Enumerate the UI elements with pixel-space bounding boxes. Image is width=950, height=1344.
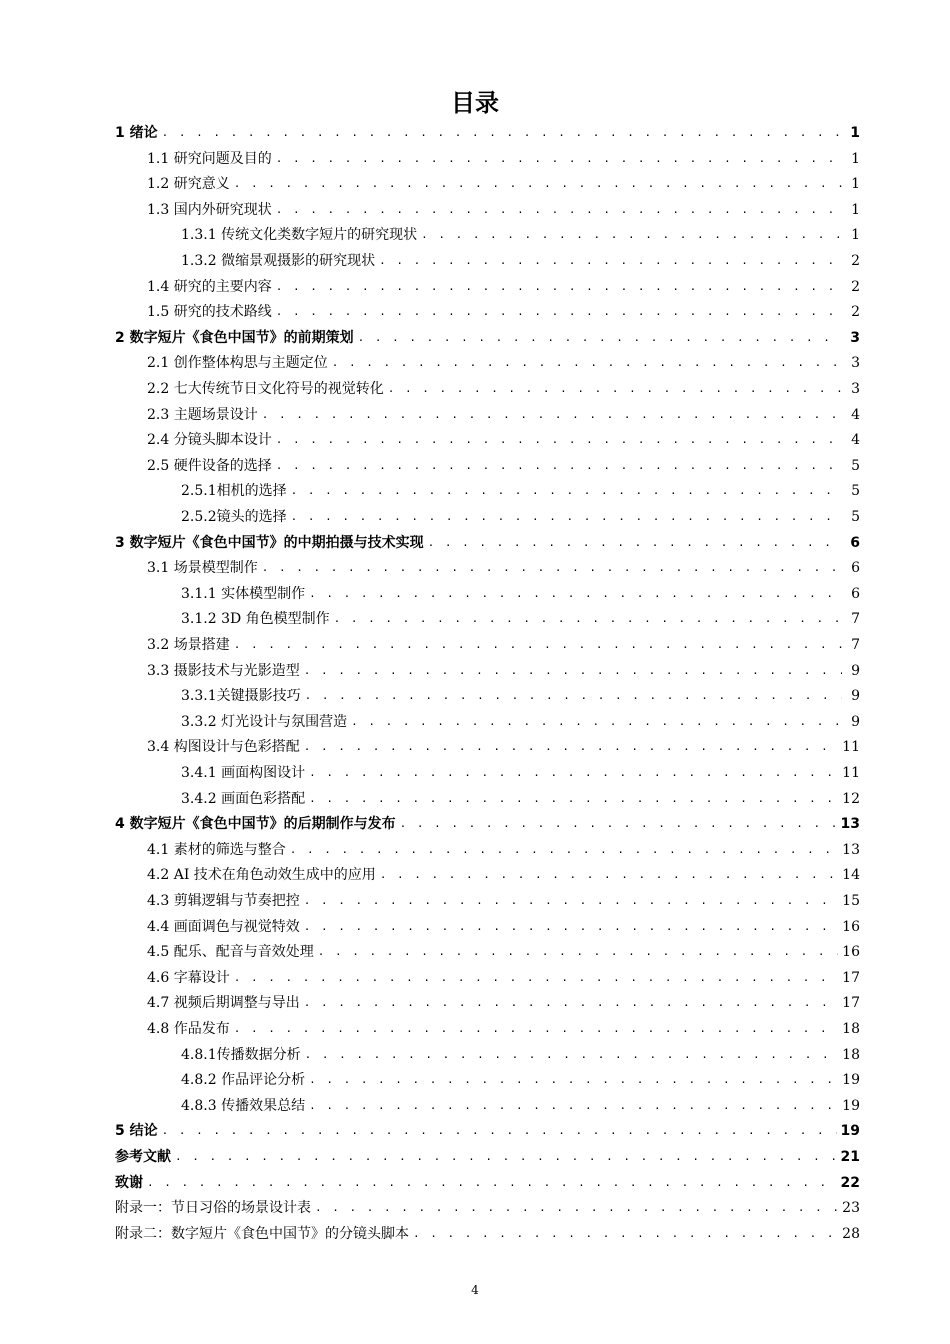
toc-entry-page: 6 — [850, 534, 860, 551]
toc-leader-dots — [309, 763, 838, 783]
toc-entry[interactable] — [181, 603, 860, 629]
toc-entry-page: 5 — [851, 483, 860, 500]
toc-entry-title: 4.1 素材的筛选与整合 — [147, 841, 286, 858]
toc-entry-title: 4.7 视频后期调整与导出 — [147, 995, 300, 1012]
toc-entry-page: 5 — [851, 509, 860, 525]
toc-entry[interactable] — [181, 680, 860, 706]
toc-leader-dots — [332, 353, 842, 373]
toc-entry-title: 4.5 配乐、配音与音效处理 — [147, 944, 314, 961]
toc-entry-title: 3.3.1关键摄影技巧 — [181, 688, 301, 705]
toc-entry-title: 1.1 研究问题及目的 — [147, 150, 272, 167]
toc-leader-dots — [276, 430, 842, 450]
toc-entry-page: 28 — [842, 1225, 860, 1242]
toc-entry[interactable] — [115, 1218, 860, 1244]
toc-entry-page: 6 — [851, 560, 860, 577]
toc-entry[interactable] — [147, 450, 860, 476]
toc-leader-dots — [379, 251, 842, 271]
page-title: 目录 — [451, 89, 499, 117]
toc-entry-page: 18 — [842, 1021, 860, 1037]
toc-entry-page: 12 — [842, 790, 860, 807]
toc-leader-dots — [234, 968, 838, 988]
toc-entry-page: 17 — [842, 995, 860, 1012]
toc-entry-title: 附录二：数字短片《食色中国节》的分镜头脚本 — [115, 1225, 409, 1242]
toc-leader-dots — [305, 686, 842, 706]
toc-leader-dots — [162, 1121, 837, 1141]
toc-leader-dots — [290, 840, 838, 860]
toc-entry[interactable] — [147, 194, 860, 220]
toc-leader-dots — [234, 174, 842, 194]
toc-leader-dots — [304, 993, 838, 1013]
toc-entry-title: 5 结论 — [115, 1123, 158, 1140]
toc-leader-dots — [276, 456, 842, 476]
toc-entry-title: 3.4.1 画面构图设计 — [181, 765, 306, 781]
toc-leader-dots — [262, 405, 842, 425]
toc-leader-dots — [351, 712, 842, 732]
toc-entry-title: 3.4.2 画面色彩搭配 — [181, 790, 306, 807]
toc-entry-title: 1.5 研究的技术路线 — [147, 304, 272, 321]
toc-entry-page: 17 — [842, 969, 860, 986]
toc-entry-page: 11 — [842, 739, 860, 756]
toc-leader-dots — [276, 200, 842, 220]
toc-entry-title: 2.5.2镜头的选择 — [181, 509, 287, 525]
toc-leader-dots — [309, 789, 838, 809]
toc-entry-title: 4.8 作品发布 — [147, 1021, 230, 1037]
toc-entry-page: 2 — [851, 253, 860, 269]
toc-leader-dots — [175, 1147, 837, 1167]
toc-entry-title: 2.1 创作整体构思与主题定位 — [147, 355, 328, 372]
toc-entry[interactable] — [181, 578, 860, 604]
toc-entry-title: 4.8.1传播数据分析 — [181, 1046, 301, 1063]
toc-entry-page: 7 — [851, 637, 860, 653]
toc-entry[interactable] — [181, 1064, 860, 1090]
toc-leader-dots — [358, 328, 842, 348]
toc-entry[interactable] — [115, 1167, 860, 1193]
toc-entry[interactable] — [147, 143, 860, 169]
toc-leader-dots — [291, 481, 842, 501]
toc-entry-page: 3 — [851, 355, 860, 372]
toc-leader-dots — [304, 661, 842, 681]
toc-entry-page: 19 — [842, 1097, 860, 1114]
toc-entry-title: 2.2 七大传统节日文化符号的视觉转化 — [147, 381, 384, 397]
toc-entry-title: 4.8.2 作品评论分析 — [181, 1072, 306, 1089]
toc-leader-dots — [309, 1096, 838, 1116]
toc-entry-page: 6 — [851, 585, 860, 602]
toc-entry[interactable] — [147, 936, 860, 962]
toc-leader-dots — [305, 1045, 839, 1065]
toc-entry-title: 4.4 画面调色与视觉特效 — [147, 918, 300, 935]
toc-entry[interactable] — [181, 501, 860, 527]
toc-entry-page: 19 — [842, 1072, 860, 1089]
toc-entry-page: 23 — [842, 1200, 860, 1217]
toc-leader-dots — [428, 533, 842, 553]
toc-entry[interactable] — [181, 245, 860, 271]
toc-entry-title: 附录一：节日习俗的场景设计表 — [115, 1200, 311, 1217]
toc-entry[interactable] — [147, 168, 860, 194]
toc-entry[interactable] — [147, 987, 860, 1013]
toc-entry-page: 1 — [851, 150, 860, 167]
toc-entry[interactable] — [147, 859, 860, 885]
toc-entry-page: 3 — [851, 381, 860, 397]
toc-entry[interactable] — [147, 629, 860, 655]
toc-entry-title: 2.4 分镜头脚本设计 — [147, 432, 272, 449]
toc-entry-title: 3.3.2 灯光设计与氛围营造 — [181, 713, 348, 730]
toc-entry-title: 3.2 场景搭建 — [147, 637, 230, 653]
toc-entry[interactable] — [115, 1192, 860, 1218]
toc-entry[interactable] — [147, 271, 860, 297]
toc-leader-dots — [309, 1070, 838, 1090]
toc-leader-dots — [234, 1019, 838, 1039]
toc-entry[interactable] — [115, 117, 860, 143]
toc-entry[interactable] — [181, 757, 860, 783]
toc-entry[interactable] — [147, 911, 860, 937]
toc-entry[interactable] — [147, 1013, 860, 1039]
toc-entry[interactable] — [147, 962, 860, 988]
toc-entry-title: 4 数字短片《食色中国节》的后期制作与发布 — [115, 816, 396, 833]
toc-leader-dots — [334, 609, 842, 629]
toc-entry-title: 3.3 摄影技术与光影造型 — [147, 662, 300, 679]
toc-entry-page: 22 — [840, 1174, 860, 1191]
toc-leader-dots — [234, 635, 842, 655]
toc-entry-page: 15 — [842, 893, 860, 909]
toc-entry-page: 9 — [851, 713, 860, 730]
toc-entry-title: 1.3.2 微缩景观摄影的研究现状 — [181, 253, 376, 269]
toc-entry[interactable] — [181, 706, 860, 732]
toc-entry-page: 18 — [842, 1046, 860, 1063]
toc-entry[interactable] — [147, 731, 860, 757]
toc-entry-page: 11 — [842, 765, 860, 781]
toc-entry-title: 2 数字短片《食色中国节》的前期策划 — [115, 329, 354, 346]
toc-entry-title: 4.3 剪辑逻辑与节奏把控 — [147, 893, 300, 909]
toc-entry-page: 14 — [842, 867, 860, 884]
toc-entry-page: 2 — [851, 304, 860, 321]
toc-leader-dots — [276, 277, 842, 297]
toc-leader-dots — [315, 1198, 838, 1218]
toc-entry-title: 3.1.2 3D 角色模型制作 — [181, 611, 330, 628]
toc-entry[interactable] — [115, 1141, 860, 1167]
toc-entry[interactable] — [147, 885, 860, 911]
toc-entry-title: 1.3.1 传统文化类数字短片的研究现状 — [181, 227, 418, 244]
toc-entry[interactable] — [147, 424, 860, 450]
toc-entry[interactable] — [147, 834, 860, 860]
toc-entry-page: 4 — [851, 432, 860, 449]
toc-leader-dots — [318, 942, 838, 962]
page-number: 4 — [471, 1283, 479, 1297]
toc-leader-dots — [291, 507, 842, 527]
toc-entry[interactable] — [147, 655, 860, 681]
toc-entry-title: 1.2 研究意义 — [147, 176, 230, 193]
toc-entry-title: 致谢 — [115, 1174, 143, 1191]
toc-entry-page: 9 — [851, 688, 860, 705]
toc-leader-dots — [304, 917, 838, 937]
toc-leader-dots — [304, 737, 838, 757]
toc-entry-page: 5 — [851, 457, 860, 474]
toc-entry-page: 9 — [851, 662, 860, 679]
toc-entry[interactable] — [115, 808, 860, 834]
toc-entry-title: 1 绪论 — [115, 125, 158, 141]
toc-entry-page: 1 — [851, 201, 860, 218]
toc-leader-dots — [400, 814, 837, 834]
toc-entry[interactable] — [181, 783, 860, 809]
toc-entry[interactable] — [181, 1090, 860, 1116]
toc-entry-page: 13 — [840, 816, 860, 833]
toc-entry-title: 3.1 场景模型制作 — [147, 560, 258, 577]
toc-entry[interactable] — [147, 552, 860, 578]
toc-leader-dots — [421, 225, 842, 245]
toc-leader-dots — [304, 891, 838, 911]
toc-entry[interactable] — [115, 527, 860, 553]
toc-entry[interactable] — [115, 1115, 860, 1141]
toc-entry-page: 21 — [840, 1149, 860, 1165]
toc-entry[interactable] — [181, 1039, 860, 1065]
toc-entry-title: 2.3 主题场景设计 — [147, 406, 258, 423]
toc-entry[interactable] — [181, 219, 860, 245]
toc-leader-dots — [147, 1173, 837, 1193]
toc-entry[interactable] — [147, 296, 860, 322]
toc-entry-title: 1.4 研究的主要内容 — [147, 278, 272, 295]
toc-entry-page: 16 — [842, 944, 860, 961]
toc-entry-page: 2 — [851, 278, 860, 295]
toc-entry-page: 1 — [851, 227, 860, 244]
toc-entry-title: 3.4 构图设计与色彩搭配 — [147, 739, 300, 756]
toc-entry-title: 4.8.3 传播效果总结 — [181, 1097, 306, 1114]
toc-entry[interactable] — [147, 373, 860, 399]
toc-entry-title: 4.2 AI 技术在角色动效生成中的应用 — [147, 867, 376, 884]
toc-entry-page: 7 — [851, 611, 860, 628]
toc-entry-title: 3 数字短片《食色中国节》的中期拍摄与技术实现 — [115, 534, 424, 551]
toc-leader-dots — [162, 123, 842, 143]
toc-entry-page: 1 — [851, 176, 860, 193]
toc-entry-title: 4.6 字幕设计 — [147, 969, 230, 986]
toc-entry[interactable] — [181, 475, 860, 501]
toc-entry-title: 3.1.1 实体模型制作 — [181, 585, 306, 602]
toc-leader-dots — [309, 584, 842, 604]
toc-entry-page: 4 — [851, 406, 860, 423]
toc-entry-page: 19 — [840, 1123, 860, 1140]
toc-leader-dots — [262, 558, 842, 578]
toc-entry-title: 参考文献 — [115, 1149, 171, 1165]
toc-entry[interactable] — [115, 322, 860, 348]
toc-leader-dots — [276, 149, 842, 169]
toc-leader-dots — [380, 865, 838, 885]
toc-leader-dots — [388, 379, 842, 399]
toc-entry[interactable] — [147, 347, 860, 373]
toc-entry[interactable] — [147, 399, 860, 425]
toc-entry-title: 1.3 国内外研究现状 — [147, 201, 272, 218]
toc-entry-title: 2.5 硬件设备的选择 — [147, 457, 272, 474]
toc-entry-page: 3 — [850, 329, 860, 346]
toc-entry-page: 13 — [842, 841, 860, 858]
toc-leader-dots — [276, 302, 842, 322]
toc-leader-dots — [413, 1224, 838, 1244]
toc-entry-page: 1 — [850, 125, 860, 141]
toc-entry-page: 16 — [842, 918, 860, 935]
toc-entry-title: 2.5.1相机的选择 — [181, 483, 287, 500]
